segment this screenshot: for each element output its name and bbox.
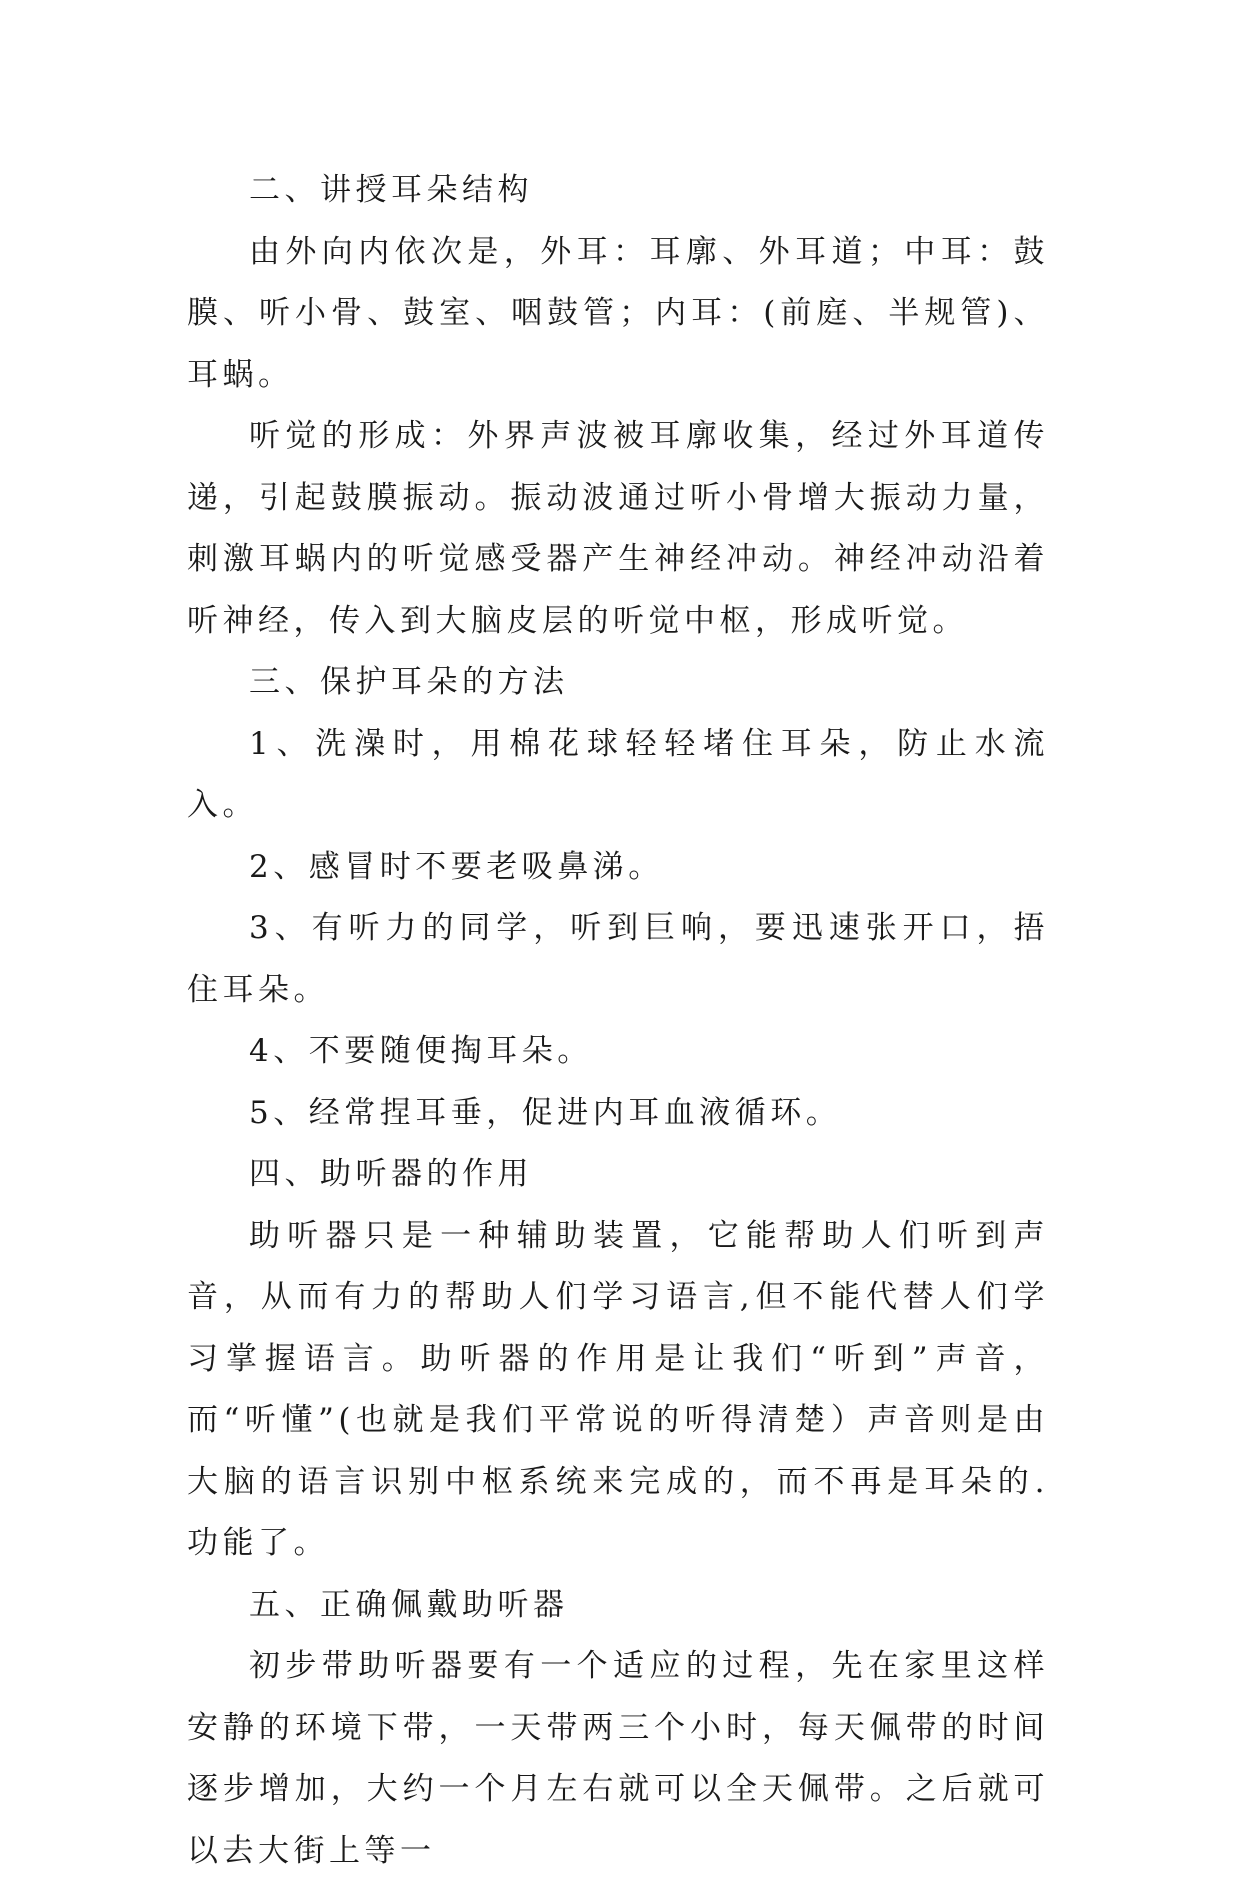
list-item-cold: 2、感冒时不要老吸鼻涕。 [249, 848, 664, 885]
paragraph-hearing-formation: 听觉的形成：外界声波被耳廓收集，经过外耳道传递，引起鼓膜振动。振动波通过听小骨增大振动力量，刺激耳蜗内的听觉感受器产生神经冲动。神经冲动沿着听神经，传入到大脑皮层的听觉中枢，形成听觉。 [187, 418, 1049, 639]
section-heading-wearing-hearing-aid: 五、正确佩戴助听器 [249, 1586, 569, 1623]
section-heading-ear-protection: 三、保护耳朵的方法 [249, 664, 569, 700]
section-heading-ear-structure: 二、讲授耳朵结构 [249, 172, 533, 208]
paragraph-ear-parts: 由外向内依次是，外耳：耳廓、外耳道；中耳：鼓膜、听小骨、鼓室、咽鼓管；内耳：(前庭、半规管)、耳蜗。 [187, 233, 1049, 393]
paragraph-wearing-hearing-aid: 初步带助听器要有一个适应的过程，先在家里这样安静的环境下带，一天带两三个小时，每天佩带的时间逐步增加，大约一个月左右就可以全天佩带。之后就可以去大街上等一 [187, 1648, 1049, 1869]
list-item-ear-picking: 4、不要随便掏耳朵。 [249, 1033, 593, 1069]
document-body [187, 160, 1049, 1882]
list-item-bathing: 1、洗澡时，用棉花球轻轻堵住耳朵，防止水流入。 [187, 725, 1049, 823]
list-item-earlobe: 5、经常捏耳垂，促进内耳血液循环。 [249, 1094, 842, 1131]
paragraph-hearing-aid-function: 助听器只是一种辅助装置，它能帮助人们听到声音，从而有力的帮助人们学习语言,但不能代替人们学习掌握语言。助听器的作用是让我们“听到”声音，而“听懂”(也就是我们平常说的听得清楚）声音则是由大脑的语言识别中枢系统来完成的，而不再是耳朵的.功能了。 [187, 1217, 1049, 1561]
section-heading-hearing-aid-function: 四、助听器的作用 [249, 1156, 533, 1192]
list-item-loud-noise: 3、有听力的同学，听到巨响，要迅速张开口，捂住耳朵。 [187, 910, 1049, 1008]
